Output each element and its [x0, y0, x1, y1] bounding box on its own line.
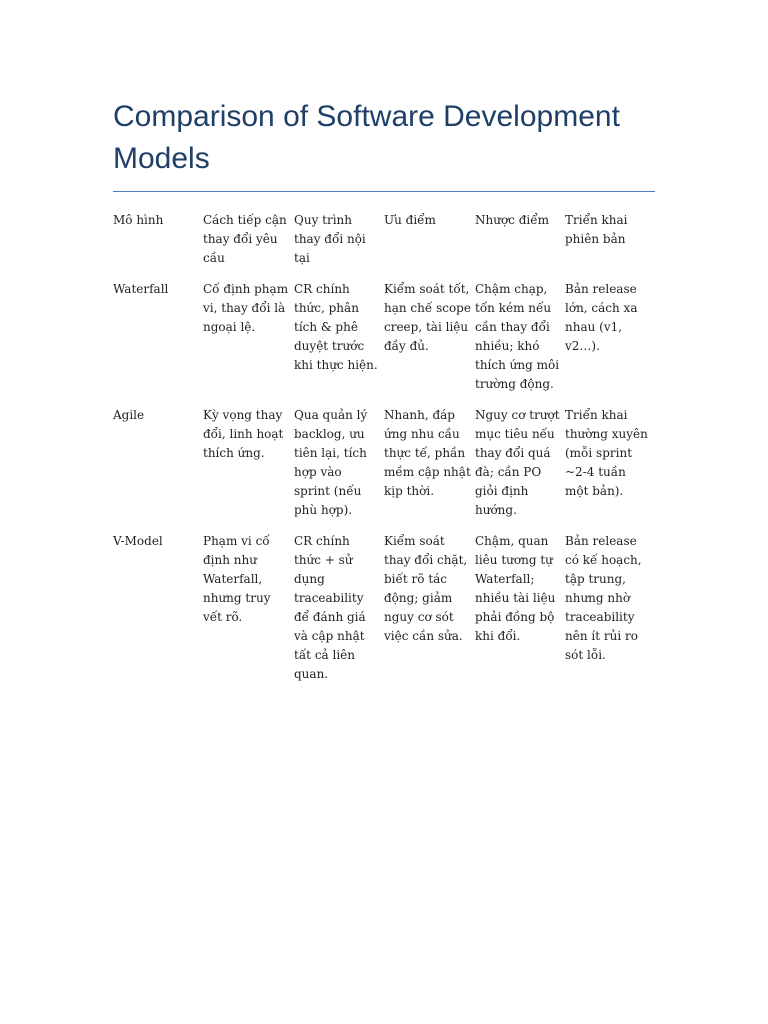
table-row-waterfall — [113, 280, 655, 406]
table-cell: Qua quản lý backlog, ưu tiên lại, tích hợp vào sprint (nếu phù hợp). — [294, 408, 368, 517]
comparison-table — [113, 211, 655, 696]
header-cell-cons: Nhược điểm — [475, 213, 549, 227]
table-cell: Agile — [113, 408, 145, 422]
table-cell: Kỳ vọng thay đổi, linh hoạt thích ứng. — [203, 408, 284, 460]
header-cell-approach: Cách tiếp cận thay đổi yêu cầu — [203, 213, 287, 265]
table-cell: CR chính thức + sử dụng traceability để đánh giá và cập nhật tất cả liên quan. — [294, 534, 366, 681]
table-row-agile — [113, 406, 655, 532]
title-divider — [113, 191, 655, 192]
header-cell-pros: Ưu điểm — [384, 213, 436, 227]
table-cell: Triển khai thường xuyên (mỗi sprint ~2-4 tuần một bản). — [565, 408, 648, 498]
document-title: Comparison of Software Development Models — [113, 100, 620, 175]
table-cell: Kiểm soát thay đổi chặt, biết rõ tác động; giảm nguy cơ sót việc cần sửa. — [384, 534, 468, 643]
table-cell: Kiểm soát tốt, hạn chế scope creep, tài liệu đầy đủ. — [384, 282, 471, 353]
header-cell-release: Triển khai phiên bản — [565, 213, 628, 246]
header-cell-model: Mô hình — [113, 213, 164, 227]
header-cell-process: Quy trình thay đổi nội tại — [294, 213, 366, 265]
document-page — [113, 96, 655, 696]
table-cell: Chậm, quan liêu tương tự Waterfall; nhiều tài liệu phải đồng bộ khi đổi. — [475, 534, 556, 643]
table-cell: CR chính thức, phân tích & phê duyệt trước khi thực hiện. — [294, 282, 378, 372]
table-cell: Chậm chạp, tốn kém nếu cần thay đổi nhiều; khó thích ứng môi trường động. — [475, 282, 560, 391]
table-cell: Bản release có kế hoạch, tập trung, nhưng nhờ traceability nên ít rủi ro sót lỗi. — [565, 534, 642, 662]
table-cell: Phạm vi cố định như Waterfall, nhưng truy vết rõ. — [203, 534, 271, 624]
table-cell: Nguy cơ trượt mục tiêu nếu thay đổi quá đà; cần PO giỏi định hướng. — [475, 408, 560, 517]
table-cell: Bản release lớn, cách xa nhau (v1, v2…). — [565, 282, 638, 353]
table-row-v-model — [113, 532, 655, 696]
table-cell: Cố định phạm vi, thay đổi là ngoại lệ. — [203, 282, 289, 334]
table-cell: V-Model — [113, 534, 163, 548]
table-cell: Nhanh, đáp ứng nhu cầu thực tế, phần mềm cập nhật kịp thời. — [384, 408, 471, 498]
table-cell: Waterfall — [113, 282, 169, 296]
table-header-row — [113, 211, 655, 280]
